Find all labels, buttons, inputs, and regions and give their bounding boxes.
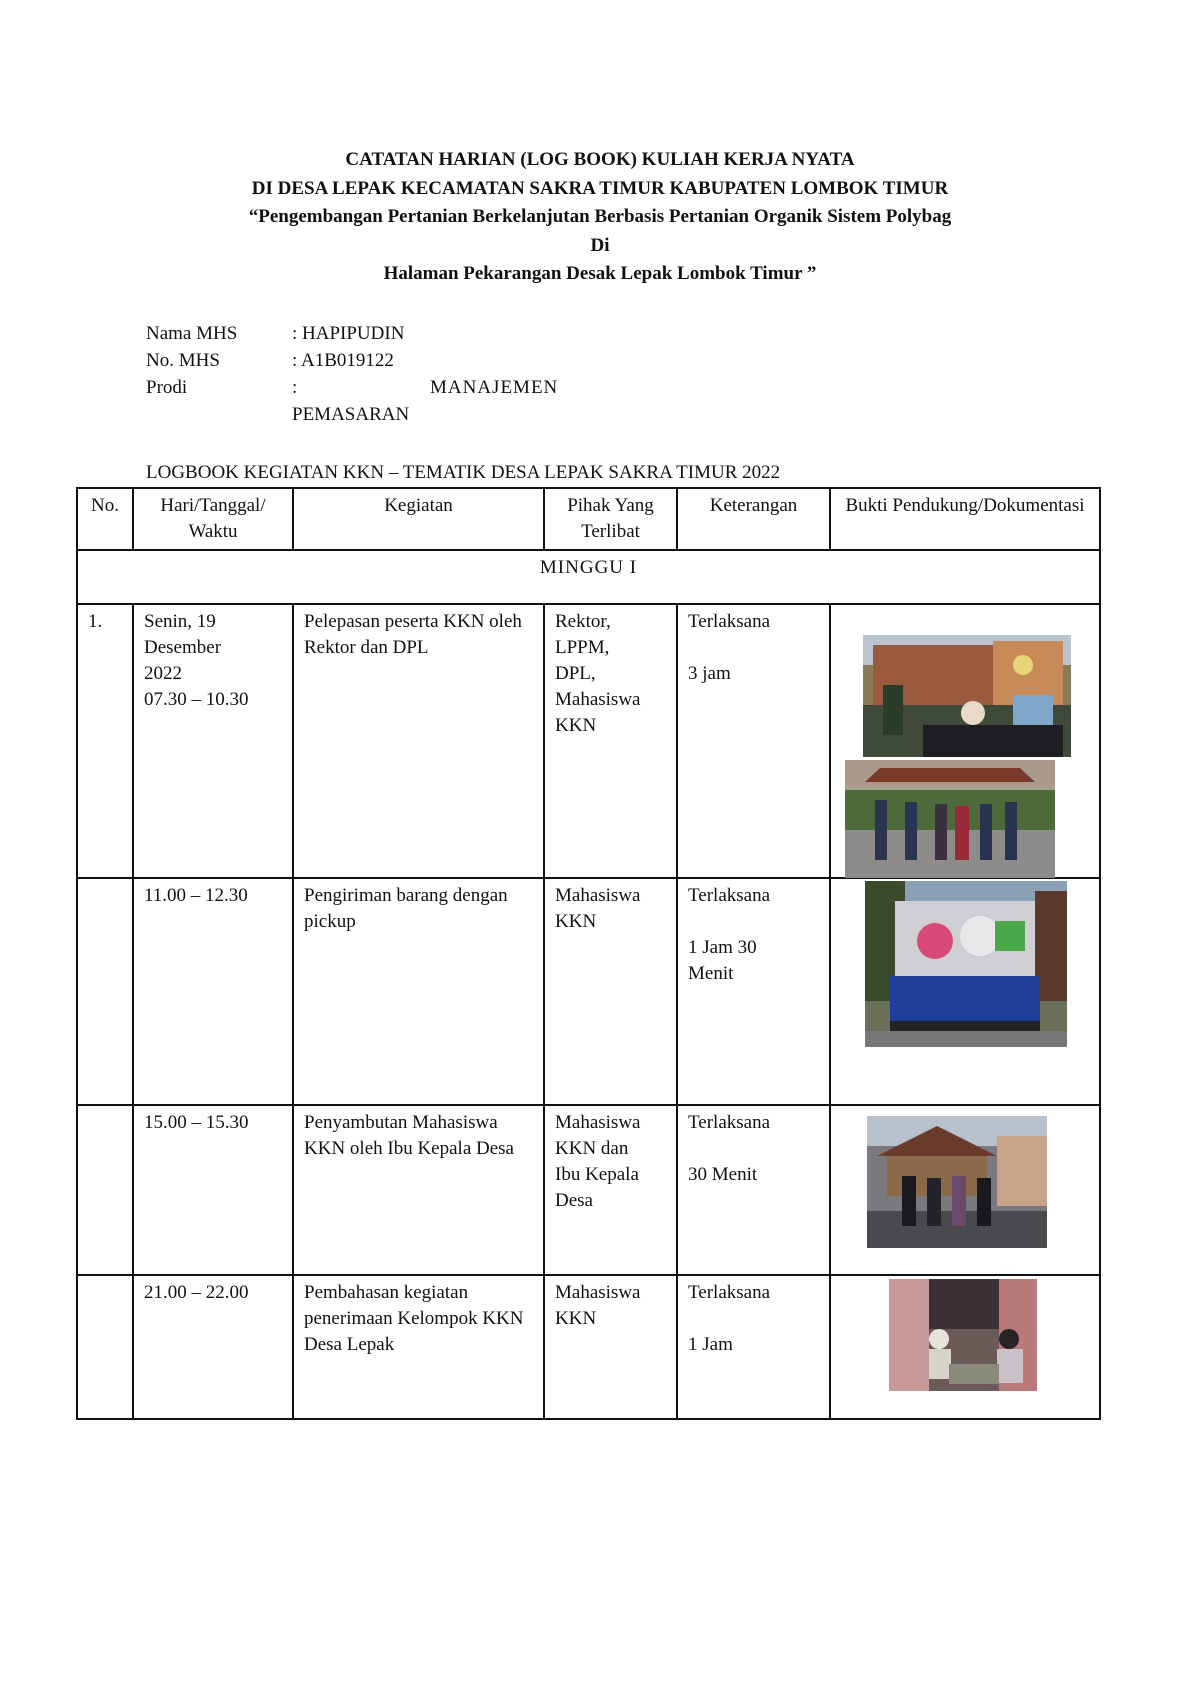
logbook-table: [76, 487, 1101, 1420]
prodi-value-1: MANAJEMEN: [430, 377, 559, 398]
party-line: KKN: [555, 1308, 597, 1329]
title-line-3: “Pengembangan Pertanian Berkelanjutan Berbasis Pertanian Organik Sistem Polybag: [248, 206, 952, 227]
duration-text: 1 Jam: [688, 1334, 733, 1355]
table-row: [77, 604, 1100, 878]
party-line: Mahasiswa: [555, 1282, 641, 1303]
row-evidence: [830, 1105, 1100, 1275]
prodi-label: Prodi: [146, 377, 188, 398]
row-number: [77, 1105, 133, 1275]
row-status: [677, 878, 830, 1105]
week-row: [77, 550, 1100, 604]
header-pihak: Pihak Yang Terlibat: [544, 488, 677, 550]
table-header-row: [77, 488, 1100, 550]
week-label: MINGGU I: [77, 550, 1100, 604]
header-hari: Hari/Tanggal/ Waktu: [133, 488, 293, 550]
status-text: Terlaksana: [688, 1112, 771, 1133]
photo-meeting: [889, 1279, 1037, 1391]
row-parties: [544, 1275, 677, 1419]
party-line: Rektor,: [555, 611, 611, 632]
photo-pickup-truck: [865, 881, 1067, 1047]
row-status: [677, 1275, 830, 1419]
row-time: 11.00 – 12.30: [133, 878, 293, 1105]
duration-text: 1 Jam 30: [688, 937, 757, 958]
party-line: KKN: [555, 911, 597, 932]
row-activity: Pengiriman barang dengan pickup: [293, 878, 544, 1105]
title-line-2: DI DESA LEPAK KECAMATAN SAKRA TIMUR KABUPATEN LOMBOK TIMUR: [251, 177, 949, 199]
duration-text: Menit: [688, 963, 734, 984]
student-identity: [146, 320, 558, 428]
date-line: Senin, 19: [144, 611, 216, 632]
logbook-caption: LOGBOOK KEGIATAN KKN – TEMATIK DESA LEPAK SAKRA TIMUR 2022: [146, 462, 781, 483]
prodi-value-2: PEMASARAN: [292, 404, 410, 425]
status-text: Terlaksana: [688, 611, 771, 632]
date-line: 2022: [144, 663, 182, 684]
nama-row: [146, 320, 558, 347]
date-line: Desember: [144, 637, 222, 658]
status-text: Terlaksana: [688, 885, 771, 906]
photo-building-ceremony: [863, 635, 1071, 757]
nama-label: Nama MHS: [146, 323, 238, 344]
title-line-1: CATATAN HARIAN (LOG BOOK) KULIAH KERJA NYATA: [345, 149, 855, 170]
nama-value: : HAPIPUDIN: [292, 323, 405, 344]
row-number: [77, 878, 133, 1105]
document-title: [0, 146, 1200, 289]
party-line: LPPM,: [555, 637, 610, 658]
row-parties: [544, 604, 677, 878]
party-line: Mahasiswa: [555, 885, 641, 906]
no-mhs-row: [146, 347, 558, 374]
no-mhs-label: No. MHS: [146, 350, 220, 371]
title-line-4: Di: [590, 234, 610, 256]
header-keterangan: Keterangan: [677, 488, 830, 550]
party-line: Desa: [555, 1190, 593, 1211]
header-no: No.: [77, 488, 133, 550]
header-bukti: Bukti Pendukung/Dokumentasi: [830, 488, 1100, 550]
table-row: [77, 1275, 1100, 1419]
duration-text: 30 Menit: [688, 1164, 758, 1185]
row-number: [77, 1275, 133, 1419]
row-evidence: [830, 604, 1100, 878]
row-activity: Penyambutan Mahasiswa KKN oleh Ibu Kepala Desa: [293, 1105, 544, 1275]
party-line: Ibu Kepala: [555, 1164, 639, 1185]
party-line: Mahasiswa: [555, 1112, 641, 1133]
row-status: [677, 1105, 830, 1275]
row-evidence: [830, 878, 1100, 1105]
party-line: Mahasiswa: [555, 689, 641, 710]
table-row: [77, 878, 1100, 1105]
time-range: 07.30 – 10.30: [144, 689, 249, 710]
photo-welcome-village-head: [867, 1116, 1047, 1248]
row-evidence: [830, 1275, 1100, 1419]
row-number: 1.: [77, 604, 133, 878]
row-parties: [544, 878, 677, 1105]
prodi-colon: :: [292, 377, 298, 398]
row-time: 21.00 – 22.00: [133, 1275, 293, 1419]
party-line: KKN: [555, 715, 597, 736]
title-line-5: Halaman Pekarangan Desak Lepak Lombok Timur ”: [383, 263, 817, 284]
no-mhs-value: : A1B019122: [292, 350, 394, 371]
row-activity: Pembahasan kegiatan penerimaan Kelompok KKN Desa Lepak: [293, 1275, 544, 1419]
photo-group-gazebo: [845, 760, 1055, 878]
row-status: [677, 604, 830, 878]
prodi-row: [146, 374, 558, 401]
duration-text: 3 jam: [688, 663, 731, 684]
table-row: [77, 1105, 1100, 1275]
party-line: KKN dan: [555, 1138, 629, 1159]
party-line: DPL,: [555, 663, 596, 684]
row-date-time: [133, 604, 293, 878]
row-time: 15.00 – 15.30: [133, 1105, 293, 1275]
status-text: Terlaksana: [688, 1282, 771, 1303]
row-activity: Pelepasan peserta KKN oleh Rektor dan DPL: [293, 604, 544, 878]
header-kegiatan: Kegiatan: [293, 488, 544, 550]
row-parties: [544, 1105, 677, 1275]
